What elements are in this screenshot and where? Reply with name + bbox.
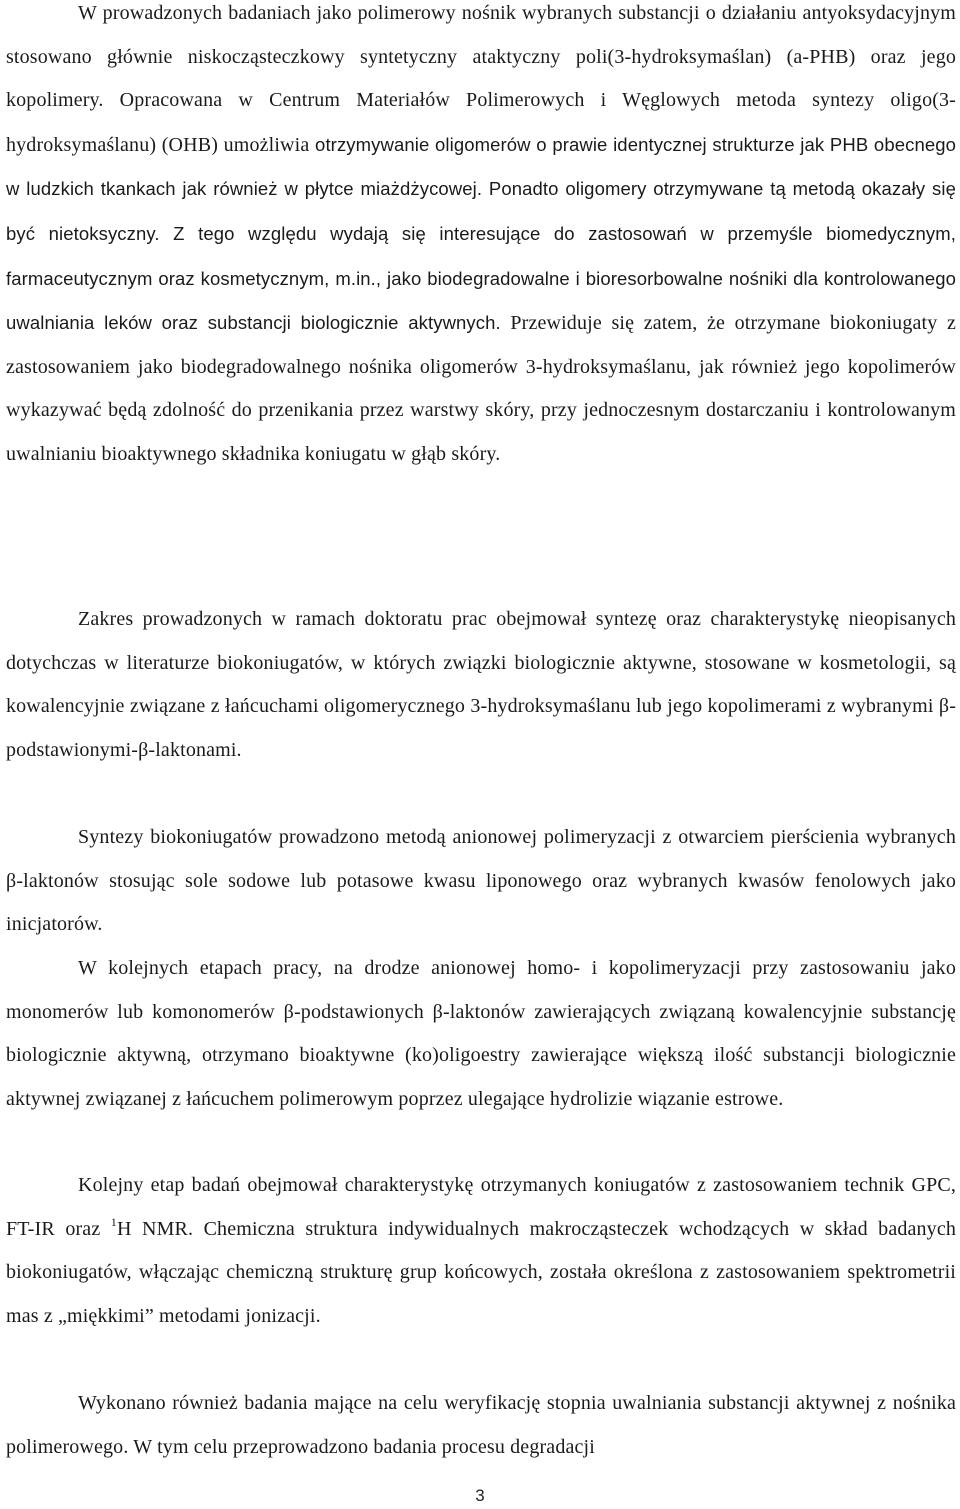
paragraph-1-sentence-3: otrzymywanie oligomerów o prawie identycznej strukturze jak PHB obecnego w ludzkich tkankach jak również w płytce miażdżycowej. Ponadto oligomery otrzymywane tą metodą okazały się być nietoksyczny. Z tego względu wydają się interesujące do zastosowań w przemyśle biomedycznym, farmaceutycznym oraz kosmetycznym, m.in., jako biodegradowalne i bioresorbowalne nośniki dla kontrolowanego uwalniania leków oraz substancji biologicznie aktywnych. <box>6 133 956 334</box>
paragraph-5-text-after: H NMR. Chemiczna struktura indywidualnych makrocząsteczek wchodzących w skład badanych biokoniugatów, włączając chemiczną strukturę grup końcowych, została określona z zastosowaniem spektrometrii mas z „miękkimi” metodami jonizacji. <box>6 1217 956 1327</box>
nmr-superscript: 1 <box>110 1214 117 1229</box>
paragraph-5 <box>6 1164 956 1338</box>
paragraph-1-sentence-4: Przewiduje się zatem, że otrzymane biokoniugaty z zastosowaniem jako biodegradowalnego nośnika oligomerów 3-hydroksymaślanu, jak również jego kopolimerów wykazywać będą zdolność do przenikania przez warstwy skóry, przy jednoczesnym dostarczaniu i kontrolowanym uwalnianiu bioaktywnego składnika koniugatu w głąb skóry. <box>6 312 956 465</box>
page-number: 3 <box>475 1486 485 1505</box>
paragraph-2: Zakres prowadzonych w ramach doktoratu prac obejmował syntezę oraz charakterystykę nieopisanych dotychczas w literaturze biokoniugatów, w których związki biologicznie aktywne, stosowane w kosmetologii, są kowalencyjnie związane z łańcuchami oligomerycznego 3-hydroksymaślanu lub jego kopolimerami z wybranymi β-podstawionymi-β-laktonami. <box>6 608 956 761</box>
paragraph-3: Syntezy biokoniugatów prowadzono metodą anionowej polimeryzacji z otwarciem pierścienia wybranych β-laktonów stosując sole sodowe lub potasowe kwasu liponowego oraz wybranych kwasów fenolowych jako inicjatorów. <box>6 826 956 936</box>
paragraph-1-sentence-2: Opracowana w Centrum Materiałów Polimerowych i Węglowych metoda syntezy oligo(3-hydroksymaślanu) (OHB) umożliwia <box>6 89 956 156</box>
paragraph-6: Wykonano również badania mające na celu weryfikację stopnia uwalniania substancji aktywnej z nośnika polimerowego. W tym celu przeprowadzono badania procesu degradacji <box>6 1392 956 1458</box>
paragraph-1 <box>6 0 956 477</box>
paragraph-5-text-before: Kolejny etap badań obejmował charakterystykę otrzymanych koniugatów z zastosowaniem technik GPC, FT-IR oraz <box>6 1174 956 1240</box>
paragraph-4: W kolejnych etapach pracy, na drodze anionowej homo- i kopolimeryzacji przy zastosowaniu jako monomerów lub komonomerów β-podstawionych β-laktonów zawierających związaną kowalencyjnie substancję biologicznie aktywną, otrzymano bioaktywne (ko)oligoestry zawierające większą ilość substancji biologicznie aktywnej związanej z łańcuchem polimerowym poprzez ulegające hydrolizie wiązanie estrowe. <box>6 957 956 1110</box>
paragraph-1-sentence-1: W prowadzonych badaniach jako polimerowy nośnik wybranych substancji o działaniu antyoksydacyjnym stosowano głównie niskocząsteczkowy syntetyczny ataktyczny poli(3-hydroksymaślan) (a-PHB) oraz jego kopolimery. <box>6 2 956 112</box>
